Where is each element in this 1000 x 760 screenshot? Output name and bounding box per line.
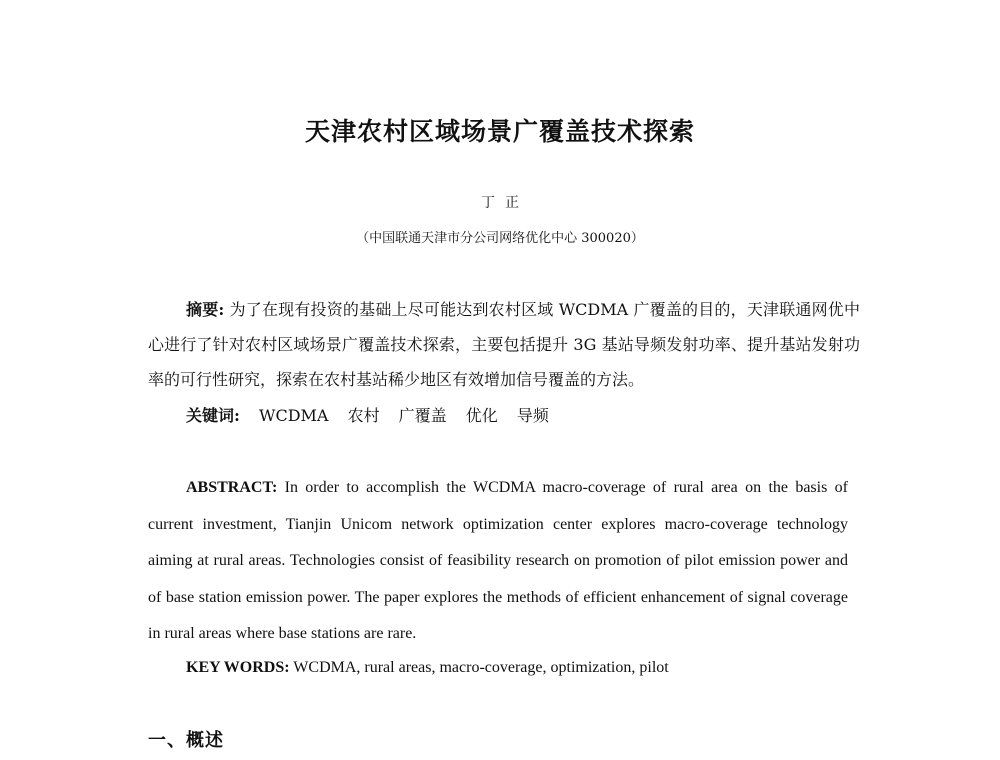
abstract-zh [148, 292, 860, 397]
keywords-en-label: KEY WORDS: [186, 659, 290, 676]
keyword-zh-4: 优化 [465, 406, 498, 425]
keywords-en-text: WCDMA, rural areas, macro-coverage, optimization, pilot [289, 659, 669, 676]
keyword-zh-5: 导频 [516, 406, 549, 425]
author-name: 丁正 [481, 195, 529, 211]
author-affiliation: （中国联通天津市分公司网络优化中心 300020） [356, 231, 644, 246]
keyword-zh-3: 广覆盖 [398, 406, 447, 425]
abstract-en [148, 470, 848, 653]
keywords-zh-label: 关键词: [186, 406, 240, 425]
section-heading-overview: 一、概述 [148, 730, 224, 751]
keyword-zh-1: WCDMA [259, 406, 329, 425]
keyword-zh-2: 农村 [347, 406, 380, 425]
keywords-zh [186, 398, 549, 433]
abstract-zh-text: 为了在现有投资的基础上尽可能达到农村区域 WCDMA 广覆盖的目的，天津联通网优中心进行了针对农村区域场景广覆盖技术探索，主要包括提升 3G 基站导频发射功率、提升基站发射功率的可行性研究，探索在农村基站稀少地区有效增加信号覆盖的方法。 [148, 300, 860, 389]
abstract-en-label: ABSTRACT: [186, 479, 278, 496]
keywords-en [186, 650, 669, 686]
abstract-en-text: In order to accomplish the WCDMA macro-coverage of rural area on the basis of current investment, Tianjin Unicom network optimization center explores macro-coverage technology aiming at rural areas. Technologies consist of feasibility research on promotion of pilot emission power and of base station emission power. The paper explores the methods of efficient enhancement of signal coverage in rural areas where base stations are rare. [148, 479, 848, 642]
paper-title: 天津农村区域场景广覆盖技术探索 [304, 117, 695, 146]
abstract-zh-label: 摘要: [186, 300, 225, 319]
